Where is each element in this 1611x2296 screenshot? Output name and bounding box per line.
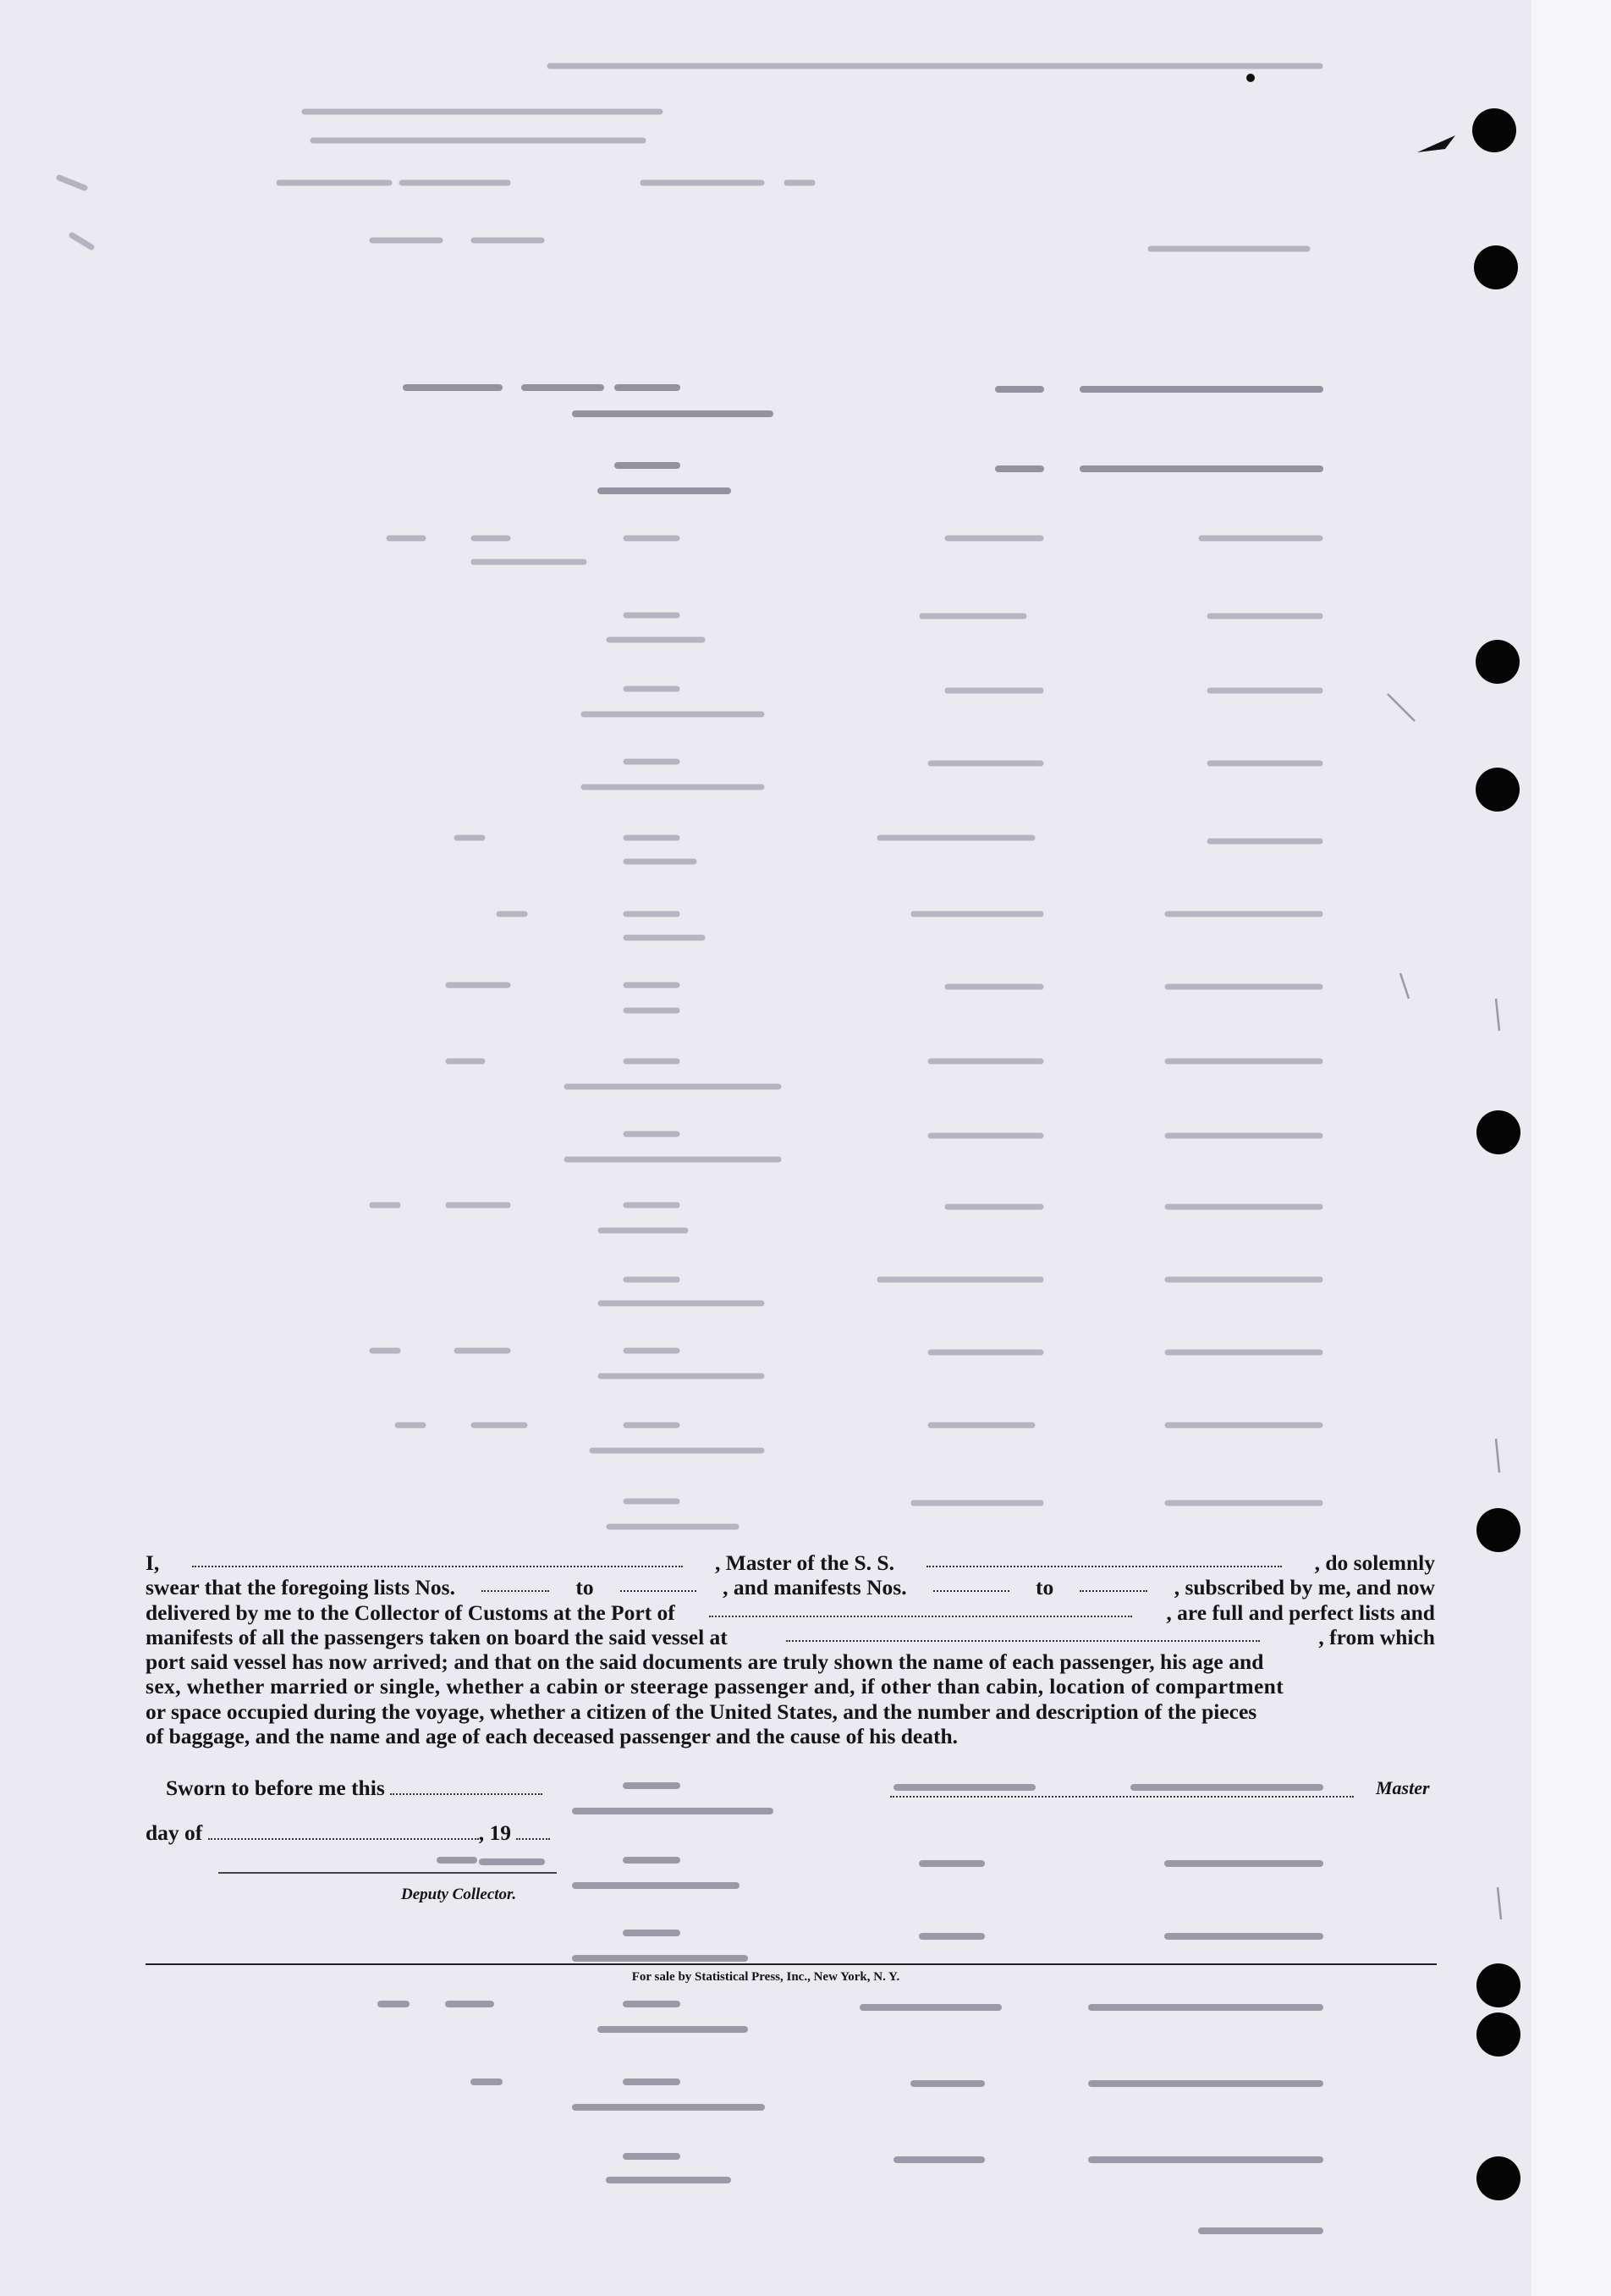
affidavit-line [146,1674,1435,1699]
binder-hole [1476,2156,1520,2200]
deputy-collector-label: Deputy Collector. [401,1886,517,1903]
affidavit-block [146,1550,1435,1748]
blank-field [786,1625,1260,1642]
affidavit-text: , and manifests Nos. [723,1575,907,1600]
sworn-text: Sworn to before me this [166,1776,385,1800]
blank-field [390,1778,542,1795]
binder-hole [1476,1508,1520,1552]
affidavit-text: , subscribed by me, and now [1174,1575,1435,1600]
blank-field [516,1823,550,1840]
blank-field [933,1575,1009,1592]
affidavit-text: to [575,1575,594,1600]
blank-field [709,1600,1132,1617]
affidavit-line [146,1600,1435,1625]
affidavit-text: , Master of the S. S. [714,1550,894,1575]
affidavit-text: swear that the foregoing lists Nos. [146,1575,455,1600]
affidavit-text: port said vessel has now arrived; and that on the said documents are truly shown the name of each passenger, his age and [146,1649,1264,1675]
affidavit-line [146,1550,1435,1575]
blank-field [481,1575,549,1592]
affidavit-line [146,1699,1435,1724]
affidavit-line [146,1724,1435,1748]
affidavit-text: manifests of all the passengers taken on board the said vessel at [146,1624,728,1649]
affidavit-text: , are full and perfect lists and [1166,1599,1435,1625]
blank-field [620,1575,696,1592]
binder-hole [1476,2012,1520,2056]
binder-hole [1474,245,1518,289]
binder-hole [1476,768,1520,812]
affidavit-line [146,1575,1435,1599]
year-prefix: , 19 [478,1820,511,1845]
deputy-signature-line [218,1872,557,1874]
blank-field [192,1550,683,1567]
affidavit-text: of baggage, and the name and age of each deceased passenger and the cause of his death. [146,1724,959,1749]
sworn-line [166,1776,542,1801]
blank-field [926,1550,1282,1567]
affidavit-text: or space occupied during the voyage, whether a citizen of the United States, and the number and description of the pieces [146,1699,1257,1724]
affidavit-line [146,1649,1435,1674]
day-of-text: day of [146,1820,203,1845]
master-signature-line [890,1776,1354,1798]
blank-field [208,1823,479,1840]
affidavit-text: to [1036,1575,1054,1600]
binder-hole [1476,640,1520,684]
binder-hole [1476,1110,1520,1154]
footer-rule [146,1963,1437,1965]
master-label: Master [1376,1777,1430,1798]
affidavit-text: , from which [1318,1624,1435,1649]
affidavit-text: sex, whether married or single, whether a cabin or steerage passenger and, if other than cabin, location of compartment [146,1674,1284,1699]
affidavit-text: delivered by me to the Collector of Customs at the Port of [146,1599,675,1625]
affidavit-line [146,1625,1435,1649]
affidavit-text: I, [146,1550,160,1575]
day-of-line [146,1820,550,1846]
printer-imprint: For sale by Statistical Press, Inc., New York, N. Y. [631,1970,900,1984]
affidavit-text: , do solemnly [1314,1550,1435,1575]
blank-field [1080,1575,1147,1592]
binder-hole [1472,108,1516,152]
